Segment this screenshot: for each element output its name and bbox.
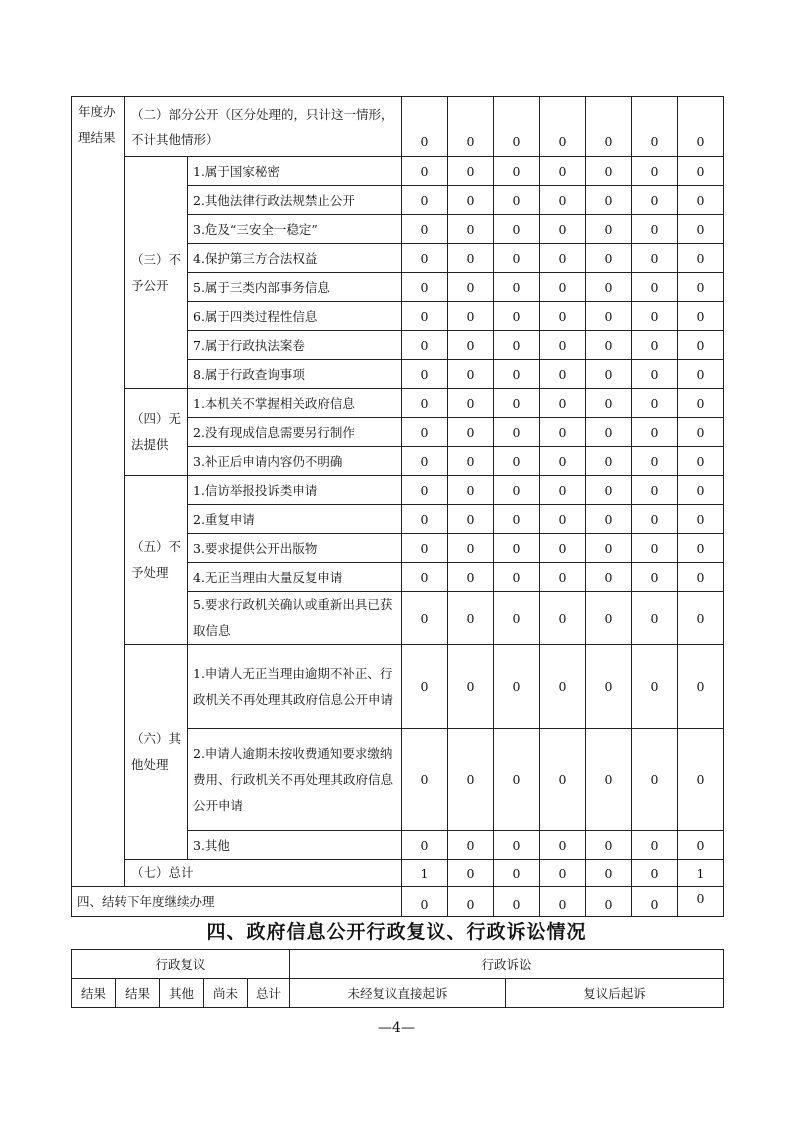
value-cell: 0 (540, 331, 586, 360)
value-cell: 0 (494, 563, 540, 592)
item-label: 8.属于行政查询事项 (188, 360, 402, 389)
item-label: 1.申请人无正当理由逾期不补正、行政机关不再处理其政府信息公开申请 (188, 645, 402, 729)
value-cell: 0 (402, 563, 448, 592)
value-cell: 0 (448, 563, 494, 592)
value-cell: 0 (402, 302, 448, 331)
value-cell: 0 (402, 447, 448, 476)
year-result-label: 年度办理结果 (72, 97, 125, 887)
value-cell: 0 (540, 186, 586, 215)
value-cell: 0 (448, 729, 494, 831)
value-cell: 0 (586, 563, 632, 592)
value-cell: 0 (678, 389, 724, 418)
value-cell: 0 (586, 273, 632, 302)
value-cell: 0 (632, 244, 678, 273)
value-cell: 0 (678, 273, 724, 302)
value-cell: 0 (678, 331, 724, 360)
group-label: （五）不予处理 (125, 476, 188, 645)
value-cell: 0 (402, 331, 448, 360)
item-label: 3.其他 (188, 831, 402, 860)
value-cell: 0 (540, 244, 586, 273)
partial-open-label: （二）部分公开（区分处理的，只计这一情形，不计其他情形） (125, 97, 402, 157)
value-cell: 0 (678, 302, 724, 331)
value-cell: 0 (632, 389, 678, 418)
value-cell: 0 (448, 97, 494, 157)
value-cell: 0 (540, 215, 586, 244)
value-cell: 0 (632, 331, 678, 360)
value-cell: 0 (402, 505, 448, 534)
value-cell: 0 (586, 186, 632, 215)
page-number: —4— (378, 1020, 415, 1036)
value-cell: 0 (448, 273, 494, 302)
item-label: 5.要求行政机关确认或重新出具已获取信息 (188, 592, 402, 645)
value-cell: 0 (540, 302, 586, 331)
value-cell: 0 (678, 418, 724, 447)
item-label: 1.信访举报投诉类申请 (188, 476, 402, 505)
value-cell: 1 (678, 860, 724, 887)
value-cell: 0 (678, 645, 724, 729)
value-cell: 0 (494, 447, 540, 476)
value-cell: 0 (540, 418, 586, 447)
value-cell: 0 (678, 186, 724, 215)
value-cell: 0 (402, 831, 448, 860)
value-cell: 0 (448, 887, 494, 917)
value-cell: 0 (402, 887, 448, 917)
value-cell: 0 (402, 645, 448, 729)
value-cell: 0 (540, 645, 586, 729)
value-cell: 0 (494, 831, 540, 860)
application-results-table (71, 96, 724, 917)
value-cell: 0 (448, 505, 494, 534)
value-cell: 0 (678, 244, 724, 273)
value-cell: 0 (448, 476, 494, 505)
litigation-col-2: 复议后起诉 (506, 979, 724, 1008)
value-cell: 0 (586, 860, 632, 887)
value-cell: 0 (586, 215, 632, 244)
value-cell: 0 (678, 729, 724, 831)
value-cell: 0 (540, 389, 586, 418)
value-cell: 0 (632, 157, 678, 186)
item-label: 6.属于四类过程性信息 (188, 302, 402, 331)
value-cell: 0 (678, 360, 724, 389)
value-cell: 0 (402, 186, 448, 215)
value-cell: 0 (494, 97, 540, 157)
value-cell: 0 (494, 244, 540, 273)
value-cell: 0 (632, 729, 678, 831)
value-cell: 0 (494, 860, 540, 887)
value-cell: 0 (448, 244, 494, 273)
value-cell: 0 (678, 215, 724, 244)
value-cell: 0 (448, 302, 494, 331)
item-label: 3.危及“三安全一稳定” (188, 215, 402, 244)
value-cell: 0 (586, 331, 632, 360)
value-cell: 0 (540, 729, 586, 831)
value-cell: 0 (632, 887, 678, 917)
value-cell: 0 (402, 97, 448, 157)
value-cell: 0 (448, 331, 494, 360)
value-cell: 0 (586, 534, 632, 563)
value-cell: 0 (540, 592, 586, 645)
value-cell: 1 (402, 860, 448, 887)
value-cell: 0 (540, 860, 586, 887)
value-cell: 0 (402, 244, 448, 273)
value-cell: 0 (494, 534, 540, 563)
value-cell: 0 (494, 273, 540, 302)
value-cell: 0 (402, 389, 448, 418)
item-label: 1.属于国家秘密 (188, 157, 402, 186)
value-cell: 0 (448, 186, 494, 215)
value-cell: 0 (678, 157, 724, 186)
value-cell: 0 (494, 360, 540, 389)
value-cell: 0 (402, 729, 448, 831)
value-cell: 0 (494, 186, 540, 215)
value-cell: 0 (632, 418, 678, 447)
value-cell: 0 (632, 476, 678, 505)
value-cell: 0 (540, 563, 586, 592)
group-label: （六）其他处理 (125, 645, 188, 860)
value-cell: 0 (632, 592, 678, 645)
value-cell: 0 (632, 360, 678, 389)
value-cell: 0 (402, 476, 448, 505)
value-cell: 0 (494, 302, 540, 331)
value-cell: 0 (678, 592, 724, 645)
value-cell: 0 (586, 645, 632, 729)
value-cell: 0 (494, 729, 540, 831)
value-cell: 0 (448, 447, 494, 476)
review-col-4: 尚未 (204, 979, 248, 1008)
value-cell: 0 (494, 157, 540, 186)
value-cell: 0 (586, 505, 632, 534)
group-label: （三）不予公开 (125, 157, 188, 389)
value-cell: 0 (494, 389, 540, 418)
value-cell: 0 (448, 389, 494, 418)
value-cell: 0 (540, 273, 586, 302)
value-cell: 0 (678, 476, 724, 505)
item-label: 4.保护第三方合法权益 (188, 244, 402, 273)
item-label: 4.无正当理由大量反复申请 (188, 563, 402, 592)
item-label: 7.属于行政执法案卷 (188, 331, 402, 360)
value-cell: 0 (448, 360, 494, 389)
value-cell: 0 (540, 447, 586, 476)
value-cell: 0 (632, 447, 678, 476)
value-cell: 0 (586, 389, 632, 418)
value-cell: 0 (540, 831, 586, 860)
value-cell: 0 (632, 505, 678, 534)
value-cell: 0 (540, 505, 586, 534)
value-cell: 0 (632, 860, 678, 887)
value-cell: 0 (494, 476, 540, 505)
value-cell: 0 (494, 592, 540, 645)
value-cell: 0 (402, 534, 448, 563)
value-cell: 0 (402, 418, 448, 447)
value-cell: 0 (678, 563, 724, 592)
value-cell: 0 (586, 418, 632, 447)
item-label: 3.要求提供公开出版物 (188, 534, 402, 563)
carry-over-label: 四、结转下年度继续办理 (72, 887, 402, 917)
value-cell: 0 (448, 860, 494, 887)
value-cell: 0 (448, 645, 494, 729)
value-cell: 0 (632, 215, 678, 244)
value-cell: 0 (540, 887, 586, 917)
value-cell: 0 (586, 831, 632, 860)
value-cell: 0 (678, 97, 724, 157)
total-label: （七）总计 (125, 860, 402, 887)
review-header: 行政复议 (72, 950, 290, 979)
value-cell: 0 (540, 97, 586, 157)
item-label: 2.其他法律行政法规禁止公开 (188, 186, 402, 215)
value-cell: 0 (678, 447, 724, 476)
value-cell: 0 (586, 302, 632, 331)
value-cell: 0 (586, 244, 632, 273)
value-cell: 0 (402, 157, 448, 186)
value-cell: 0 (678, 831, 724, 860)
value-cell: 0 (632, 186, 678, 215)
value-cell: 0 (586, 476, 632, 505)
value-cell: 0 (632, 273, 678, 302)
review-col-1: 结果 (72, 979, 116, 1008)
value-cell: 0 (586, 97, 632, 157)
value-cell: 0 (586, 360, 632, 389)
value-cell: 0 (448, 592, 494, 645)
value-cell: 0 (494, 887, 540, 917)
item-label: 2.重复申请 (188, 505, 402, 534)
review-col-3: 其他 (160, 979, 204, 1008)
value-cell: 0 (448, 534, 494, 563)
value-cell: 0 (494, 505, 540, 534)
value-cell: 0 (586, 157, 632, 186)
value-cell: 0 (678, 505, 724, 534)
value-cell: 0 (632, 302, 678, 331)
value-cell: 0 (402, 215, 448, 244)
value-cell: 0 (540, 534, 586, 563)
value-cell: 0 (586, 729, 632, 831)
value-cell: 0 (632, 97, 678, 157)
group-label: （四）无法提供 (125, 389, 188, 476)
value-cell: 0 (678, 887, 724, 917)
section-title: 四、政府信息公开行政复议、行政诉讼情况 (206, 921, 587, 943)
value-cell: 0 (632, 831, 678, 860)
value-cell: 0 (586, 447, 632, 476)
item-label: 3.补正后申请内容仍不明确 (188, 447, 402, 476)
value-cell: 0 (448, 418, 494, 447)
item-label: 2.申请人逾期未按收费通知要求缴纳费用、行政机关不再处理其政府信息公开申请 (188, 729, 402, 831)
value-cell: 0 (678, 534, 724, 563)
value-cell: 0 (632, 645, 678, 729)
value-cell: 0 (540, 476, 586, 505)
item-label: 1.本机关不掌握相关政府信息 (188, 389, 402, 418)
item-label: 5.属于三类内部事务信息 (188, 273, 402, 302)
value-cell: 0 (494, 331, 540, 360)
value-cell: 0 (494, 215, 540, 244)
value-cell: 0 (540, 157, 586, 186)
review-col-2: 结果 (116, 979, 160, 1008)
value-cell: 0 (494, 645, 540, 729)
value-cell: 0 (632, 534, 678, 563)
value-cell: 0 (402, 360, 448, 389)
value-cell: 0 (632, 563, 678, 592)
litigation-col-1: 未经复议直接起诉 (290, 979, 506, 1008)
litigation-header: 行政诉讼 (290, 950, 724, 979)
value-cell: 0 (402, 592, 448, 645)
value-cell: 0 (402, 273, 448, 302)
value-cell: 0 (586, 887, 632, 917)
value-cell: 0 (586, 592, 632, 645)
value-cell: 0 (448, 215, 494, 244)
value-cell: 0 (448, 831, 494, 860)
review-col-5: 总计 (248, 979, 290, 1008)
value-cell: 0 (494, 418, 540, 447)
value-cell: 0 (448, 157, 494, 186)
review-litigation-table (71, 949, 724, 1008)
item-label: 2.没有现成信息需要另行制作 (188, 418, 402, 447)
value-cell: 0 (540, 360, 586, 389)
